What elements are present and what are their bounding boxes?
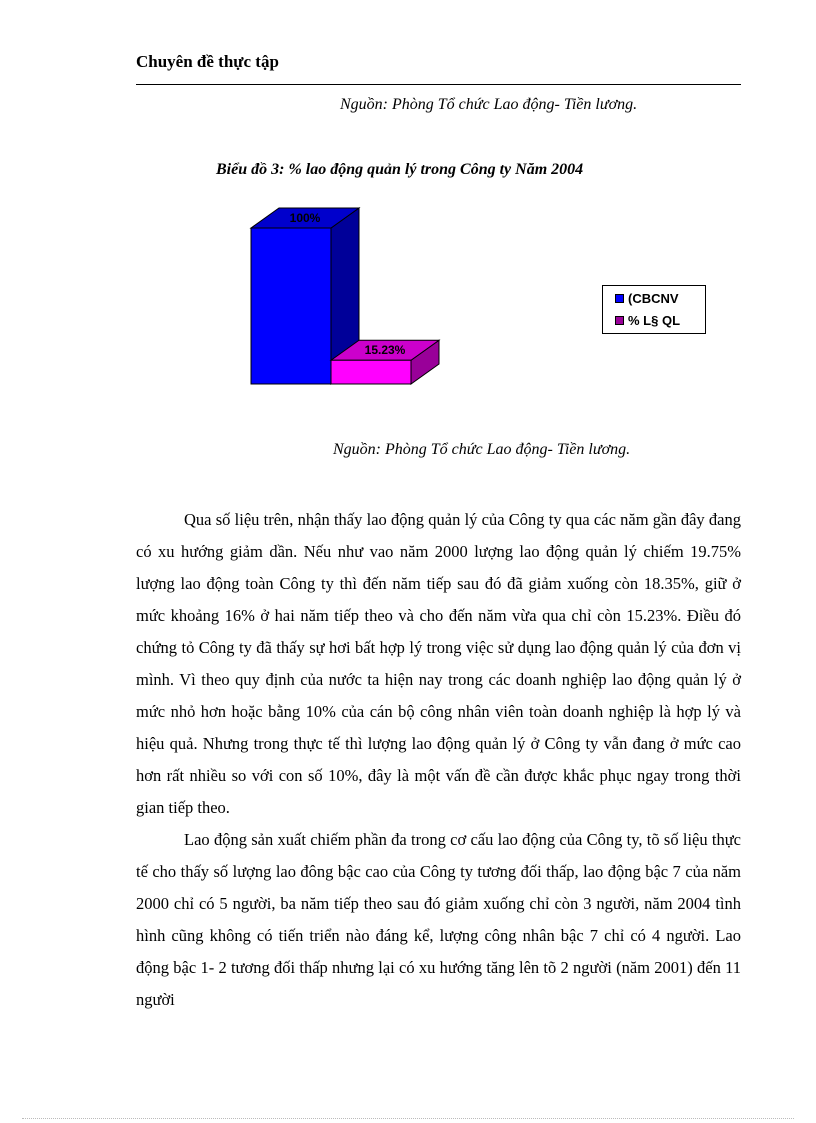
chart-title: Biểu đồ 3: % lao động quản lý trong Công ty Năm 2004 [216,161,584,178]
legend-label-ldql: % L§ QL [628,312,681,328]
bar-0 [251,228,331,384]
page-header-title: Chuyên đề thực tập [136,52,279,71]
legend-swatch-cbcnv [615,294,624,303]
chart-legend [602,285,706,334]
legend-label-cbcnv: (CBCNV [628,290,679,306]
source-note-bottom: Nguồn: Phòng Tổ chức Lao động- Tiền lương. [333,441,631,458]
paragraph: Lao động sản xuất chiếm phần đa trong cơ cấu lao động của Công ty, tõ số liệu thực tế cho thấy số lượng lao đông bậc cao của Công ty tương đối thấp, lao động bậc 7 của năm 2000 chỉ có 5 người, ba năm tiếp theo sau đó giảm xuống chỉ còn 3 người, năm 2004 tình hình cũng không có tiến triển nào đáng kể, lượng công nhân bậc 7 chỉ có 4 người. Lao động bậc 1- 2 tương đối thấp nhưng lại có xu hướng tăng lên tõ 2 người (năm 2001) đến 11 người [136,830,741,1009]
data-label-0: 100% [289,211,321,225]
source-note-top: Nguồn: Phòng Tổ chức Lao động- Tiền lương. [340,96,638,113]
legend-swatch-ldql [615,316,624,325]
footer-rule [22,1118,794,1119]
legend-item-ldql [603,310,705,330]
bar-chart [230,195,460,395]
legend-item-cbcnv [603,288,705,308]
body-text [136,504,741,1016]
data-label-1: 15.23% [364,343,406,358]
bar-1 [331,360,411,384]
header-rule [136,84,741,85]
paragraph: Qua số liệu trên, nhận thấy lao động quản lý của Công ty qua các năm gần đây đang có xu hướng giảm dần. Nếu như vao năm 2000 lượng lao động quản lý chiếm 19.75% lượng lao động toàn Công ty thì đến năm tiếp sau đó đã giảm xuống còn 18.35%, giữ ở mức khoảng 16% ở hai năm tiếp theo và cho đến năm vừa qua chỉ còn 15.23%. Điều đó chứng tỏ Công ty đã thấy sự hơi bất hợp lý trong việc sử dụng lao động quản lý của đơn vị mình. Vì theo quy định của nước ta hiện nay trong các doanh nghiệp lao động quản lý ở mức nhỏ hơn hoặc bằng 10% của cán bộ công nhân viên toàn doanh nghiệp là hợp lý và hiệu quả. Nhưng trong thực tế thì lượng lao động quản lý ở Công ty vẫn đang ở mức cao hơn rất nhiều so với con số 10%, đây là một vấn đề cần được khắc phục ngay trong thời gian tiếp theo. [136,510,741,817]
